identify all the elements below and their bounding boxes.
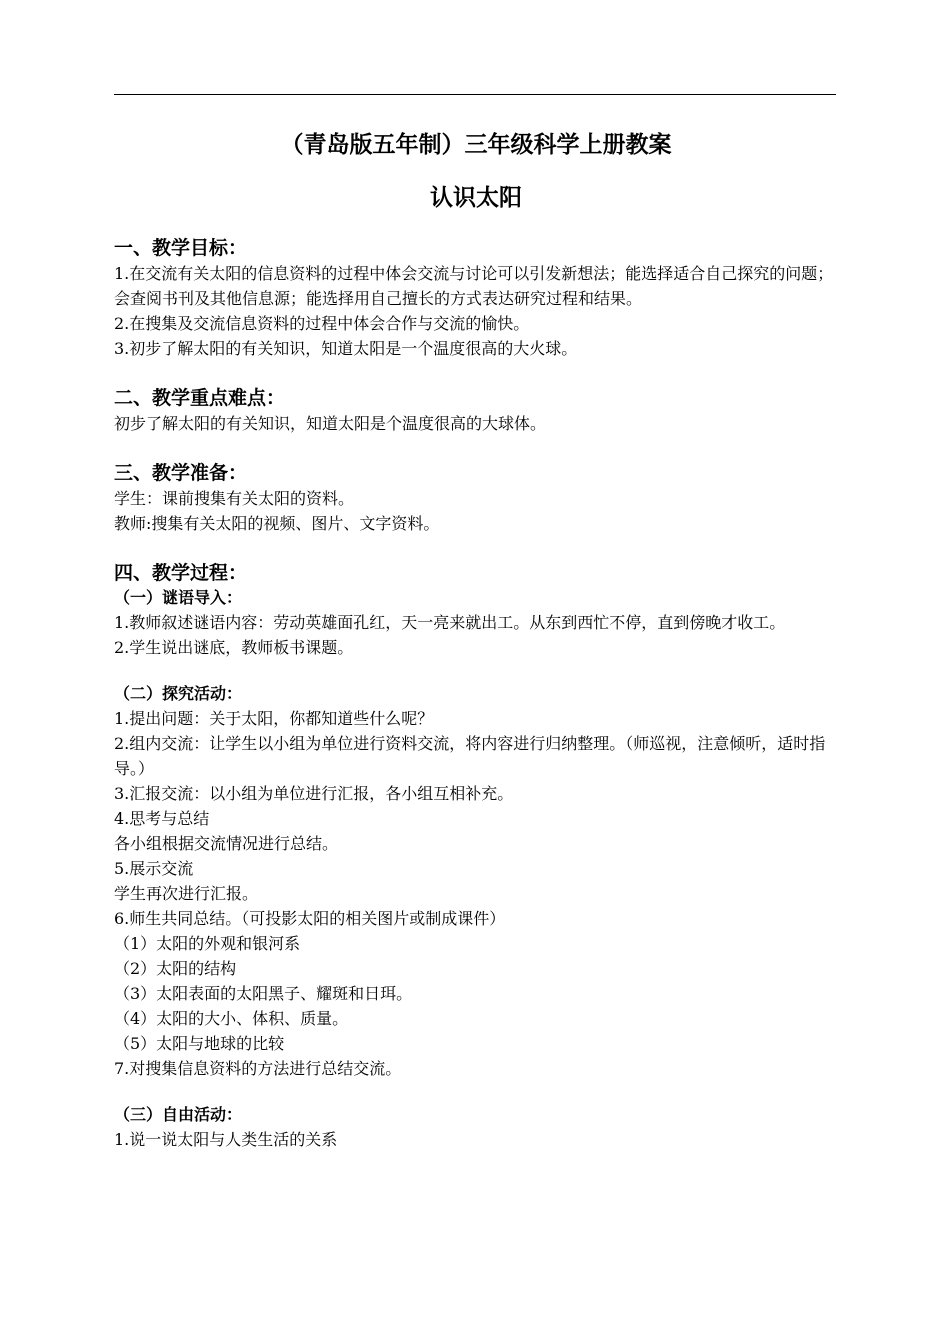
process-line: 2.学生说出谜底，教师板书课题。 xyxy=(114,638,354,657)
process-line: （3）太阳表面的太阳黑子、耀斑和日珥。 xyxy=(114,984,413,1003)
process-line: 2.组内交流：让学生以小组为单位进行资料交流，将内容进行归纳整理。（师巡视，注意倾听，适时指导。） xyxy=(114,734,826,778)
section-heading-objectives: 一、教学目标： xyxy=(114,237,248,259)
objective-line: 3.初步了解太阳的有关知识，知道太阳是一个温度很高的大火球。 xyxy=(114,339,578,358)
preparation-line: 学生：课前搜集有关太阳的资料。 xyxy=(114,489,355,508)
process-line: 6.师生共同总结。（可投影太阳的相关图片或制成课件） xyxy=(114,909,506,928)
process-line: （2）太阳的结构 xyxy=(114,959,237,978)
process-line: 5.展示交流 xyxy=(114,859,194,878)
document-body xyxy=(114,130,838,1152)
section-heading-key-points: 二、教学重点难点： xyxy=(114,387,286,409)
document-title: （青岛版五年制）三年级科学上册教案 xyxy=(280,131,672,158)
objective-line: 2.在搜集及交流信息资料的过程中体会合作与交流的愉快。 xyxy=(114,314,530,333)
process-line: （1）太阳的外观和银河系 xyxy=(114,934,301,953)
process-line: 学生再次进行汇报。 xyxy=(114,884,259,903)
process-line: 1.教师叙述谜语内容：劳动英雄面孔红，天一亮来就出工。从东到西忙不停，直到傍晚才收工。 xyxy=(114,613,786,632)
subsection-heading-inquiry: （二）探究活动： xyxy=(114,684,243,703)
header-rule xyxy=(114,94,836,95)
subsection-heading-free-activity: （三）自由活动： xyxy=(114,1105,243,1124)
subsection-heading-riddle: （一）谜语导入： xyxy=(114,588,243,607)
process-line: 4.思考与总结 xyxy=(114,809,210,828)
section-heading-process: 四、教学过程： xyxy=(114,562,248,584)
preparation-line: 教师:搜集有关太阳的视频、图片、文字资料。 xyxy=(114,514,440,533)
document-subtitle: 认识太阳 xyxy=(430,184,522,211)
process-line: 1.提出问题：关于太阳，你都知道些什么呢？ xyxy=(114,709,434,728)
section-heading-preparation: 三、教学准备： xyxy=(114,462,248,484)
process-line: 1.说一说太阳与人类生活的关系 xyxy=(114,1130,338,1149)
process-line: （5）太阳与地球的比较 xyxy=(114,1034,285,1053)
process-line: （4）太阳的大小、体积、质量。 xyxy=(114,1009,349,1028)
process-line: 3.汇报交流：以小组为单位进行汇报，各小组互相补充。 xyxy=(114,784,514,803)
key-point-line: 初步了解太阳的有关知识，知道太阳是个温度很高的大球体。 xyxy=(114,414,547,433)
process-line: 7.对搜集信息资料的方法进行总结交流。 xyxy=(114,1059,402,1078)
objective-line: 1.在交流有关太阳的信息资料的过程中体会交流与讨论可以引发新想法；能选择适合自己探究的问题；会查阅书刊及其他信息源；能选择用自己擅长的方式表达研究过程和结果。 xyxy=(114,264,834,308)
process-line: 各小组根据交流情况进行总结。 xyxy=(114,834,339,853)
